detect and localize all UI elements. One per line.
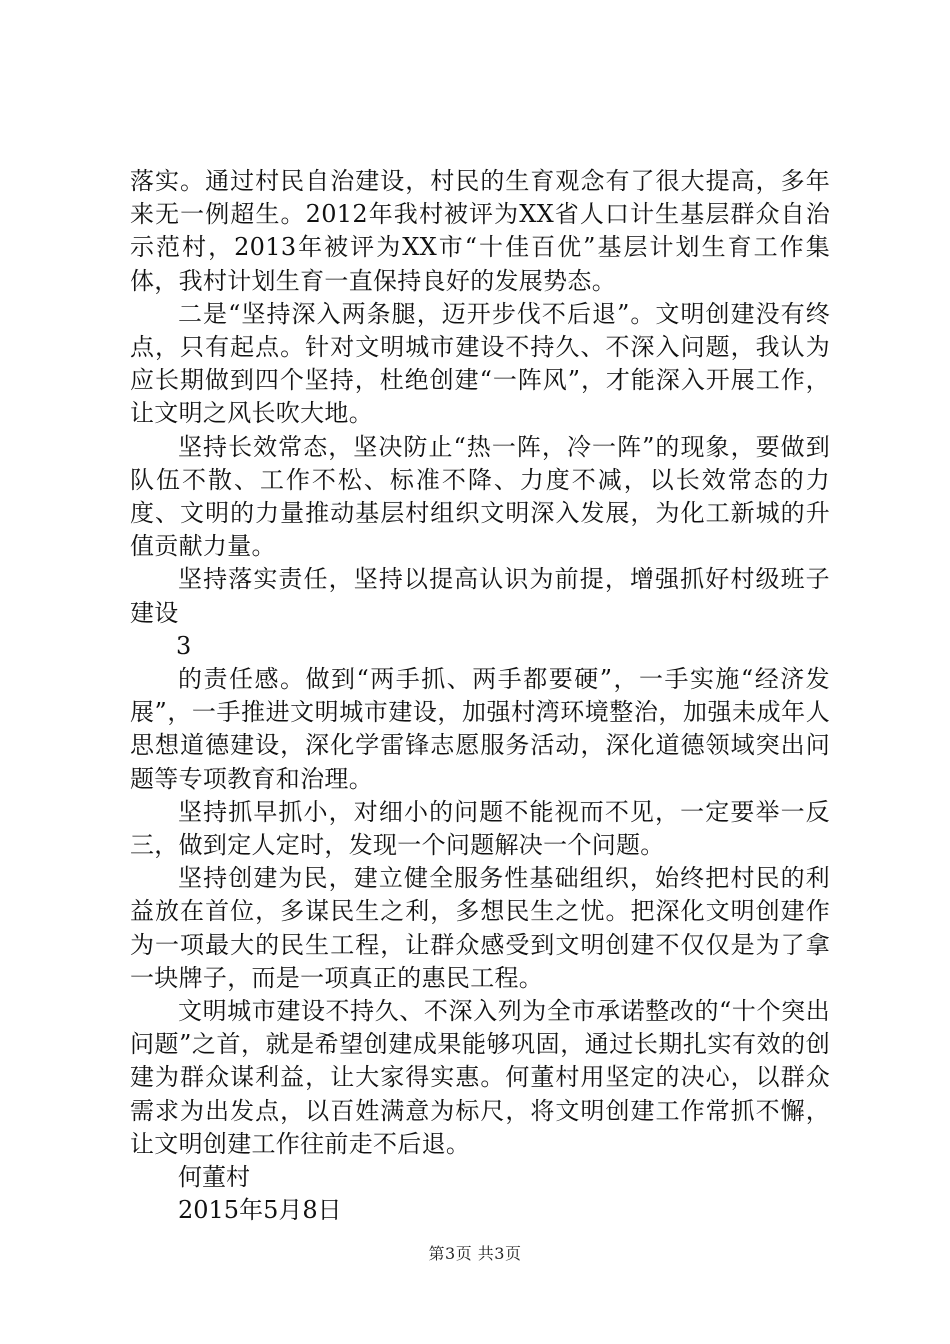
page-marker: 3 [176, 631, 192, 660]
paragraph-for-people: 坚持创建为民，建立健全服务性基础组织，始终把村民的利益放在首位，多谋民生之利，多想民生之忧。把深化文明创建作为一项最大的民生工程，让群众感受到文明创建不仅仅是为了拿一块牌子，而是一项真正的惠民工程。 [130, 864, 830, 992]
paragraph-second-point: 二是“坚持深入两条腿，迈开步伐不后退”。文明创建没有终点，只有起点。针对文明城市建设不持久、不深入问题，我认为应长期做到四个坚持，杜绝创建“一阵风”，才能深入开展工作，让文明之风长吹大地。 [130, 299, 830, 428]
paragraph-responsibility: 坚持落实责任，坚持以提高认识为前提，增强抓好村级班子建设 [130, 565, 830, 627]
paragraph-early-small: 坚持抓早抓小，对细小的问题不能视而不见，一定要举一反三，做到定人定时，发现一个问题解决一个问题。 [130, 797, 830, 860]
page-footer: 第3页 共3页 [428, 1244, 522, 1263]
paragraph-responsibility-continued: 的责任感。做到“两手抓、两手都要硬”，一手实施“经济发展”，一手推进文明城市建设，加强村湾环境整治，加强未成年人思想道德建设，深化学雷锋志愿服务活动，深化道德领域突出问题等专项教育和治理。 [130, 665, 830, 793]
document-body [130, 165, 830, 1228]
document-date: 2015年5月8日 [178, 1196, 342, 1225]
paragraph-long-term: 坚持长效常态，坚决防止“热一阵，冷一阵”的现象，要做到队伍不散、工作不松、标准不降、力度不减，以长效常态的力度、文明的力量推动基层村组织文明深入发展，为化工新城的升值贡献力量。 [130, 432, 830, 561]
signature: 何董村 [178, 1163, 250, 1192]
paragraph-continuation: 落实。通过村民自治建设，村民的生育观念有了很大提高，多年来无一例超生。2012年我村被评为XX省人口计生基层群众自治示范村，2013年被评为XX市“十佳百优”基层计划生育工作集体，我村计划生育一直保持良好的发展势态。 [130, 167, 830, 295]
paragraph-conclusion: 文明城市建设不持久、不深入列为全市承诺整改的“十个突出问题”之首，就是希望创建成果能够巩固，通过长期扎实有效的创建为群众谋利益，让大家得实惠。何董村用坚定的决心，以群众需求为出发点，以百姓满意为标尺，将文明创建工作常抓不懈，让文明创建工作往前走不后退。 [130, 997, 830, 1158]
